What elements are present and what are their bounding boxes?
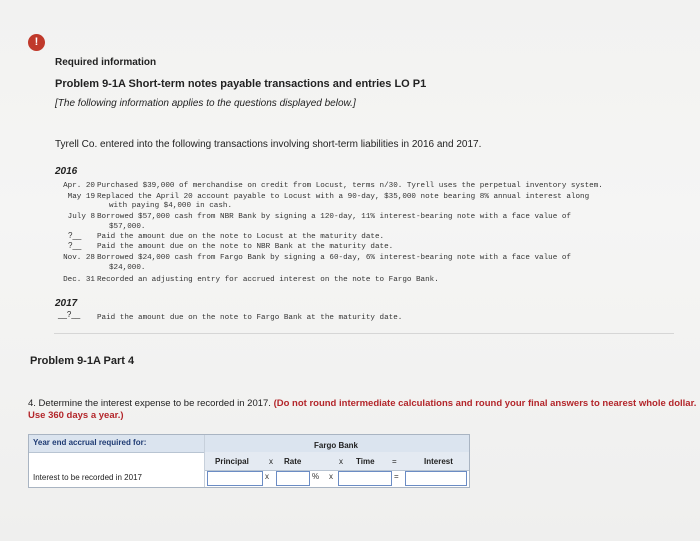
transaction-text: Replaced the April 20 account payable to Locust with a 90-day, $35,000 note bearing 8% annual interest along xyxy=(97,193,590,201)
date-blank: __?__ xyxy=(58,310,81,319)
year-2017-label: 2017 xyxy=(55,298,78,309)
date-blank: ?__ xyxy=(68,231,82,240)
transaction-text: Borrowed $24,000 cash from Fargo Bank by signing a 60-day, 6% interest-bearing note with a face value of xyxy=(97,254,571,262)
row-label-interest-2017: Interest to be recorded in 2017 xyxy=(33,473,142,482)
header-fargo-bank: Fargo Bank xyxy=(314,441,359,450)
transaction-text: $57,000. xyxy=(109,223,146,231)
question-instructions: (Do not round intermediate calculations and round your final answers to nearest whole dollar. Use 360 days a year.) xyxy=(28,398,697,421)
transaction-text: Paid the amount due on the note to Fargo Bank at the maturity date. xyxy=(97,314,403,322)
op-times-row-2: x xyxy=(329,472,333,481)
intro-text: Tyrell Co. entered into the following transactions involving short-term liabilities in 2016 and 2017. xyxy=(55,139,482,150)
unknown-date: ? xyxy=(66,310,72,319)
transaction-date: Dec. 31 xyxy=(63,276,95,284)
year-2016-label: 2016 xyxy=(55,166,78,177)
info-note: [The following information applies to the questions displayed below.] xyxy=(55,98,356,109)
principal-input[interactable] xyxy=(207,471,263,486)
question-plain: 4. Determine the interest expense to be recorded in 2017. xyxy=(28,398,271,409)
col-principal: Principal xyxy=(215,457,249,466)
transaction-text: with paying $4,000 in cash. xyxy=(109,202,233,210)
section-divider xyxy=(54,333,674,334)
unknown-date: ? xyxy=(68,231,73,240)
percent-sign: % xyxy=(312,472,320,481)
required-information-heading: Required information xyxy=(55,57,157,68)
col-time: Time xyxy=(356,457,375,466)
header-left-label: Year end accrual required for: xyxy=(33,438,147,447)
alert-icon: ! xyxy=(28,34,45,51)
interest-table xyxy=(28,434,470,488)
problem-title: Problem 9-1A Short-term notes payable transactions and entries LO P1 xyxy=(55,78,427,90)
op-equals-row: = xyxy=(394,472,399,481)
op-times-1: x xyxy=(269,457,273,466)
op-times-2: x xyxy=(339,457,343,466)
transaction-date: May 19 xyxy=(67,193,95,201)
op-equals: = xyxy=(392,457,397,466)
col-rate: Rate xyxy=(284,457,302,466)
rate-input[interactable] xyxy=(276,471,310,486)
transaction-text: Borrowed $57,000 cash from NBR Bank by signing a 120-day, 11% interest-bearing note with a face value of xyxy=(97,213,571,221)
question-text xyxy=(28,398,698,422)
column-divider xyxy=(204,435,205,487)
transaction-text: $24,000. xyxy=(109,264,146,272)
time-input[interactable] xyxy=(338,471,392,486)
unknown-date: ? xyxy=(68,241,73,250)
transaction-text: Recorded an adjusting entry for accrued interest on the note to Fargo Bank. xyxy=(97,276,439,284)
transaction-text: Purchased $39,000 of merchandise on credit from Locust, terms n/30. Tyrell uses the perpetual inventory system. xyxy=(97,182,603,190)
part4-title: Problem 9-1A Part 4 xyxy=(30,355,135,367)
col-interest: Interest xyxy=(424,457,453,466)
transaction-date: Nov. 28 xyxy=(63,254,95,262)
transaction-date: Apr. 20 xyxy=(63,182,95,190)
transaction-text: Paid the amount due on the note to Locust at the maturity date. xyxy=(97,233,385,241)
op-times-row-1: x xyxy=(265,472,269,481)
transaction-date: July 8 xyxy=(67,213,95,221)
date-blank: ?__ xyxy=(68,241,82,250)
interest-input[interactable] xyxy=(405,471,467,486)
transaction-text: Paid the amount due on the note to NBR Bank at the maturity date. xyxy=(97,243,394,251)
